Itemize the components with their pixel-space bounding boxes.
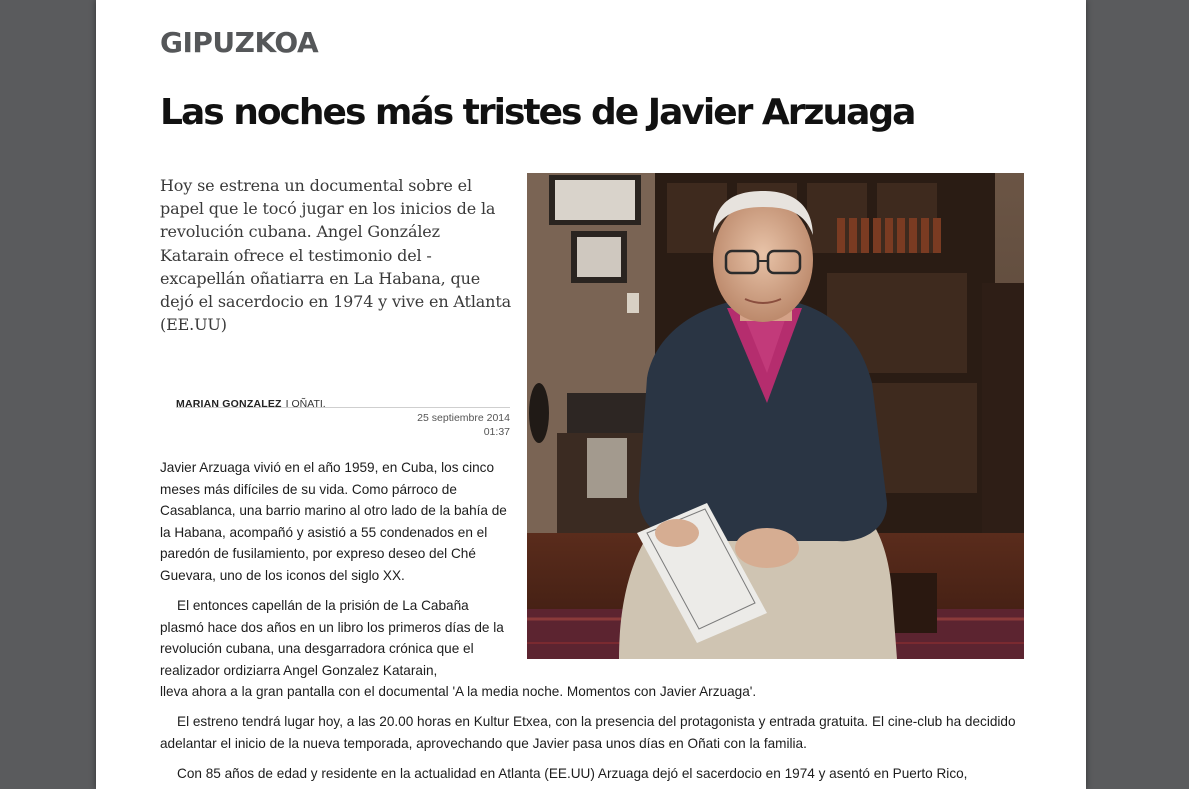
section-label: GIPUZKOA [160,26,319,59]
article-photo [527,173,1024,659]
paragraph: Javier Arzuaga vivió en el año 1959, en Cuba, los cinco meses más difíciles de su vida. Como párroco de Casablanca, una barrio marino al otro lado de la bahía de la Habana, acompañó y asistió a 55 condenados en el paredón de fusilamiento, por expreso deseo del Ché Guevara, uno de los iconos del siglo XX. [160,460,507,583]
publish-date-day: 25 septiembre 2014 [417,412,510,424]
publish-date [346,411,510,439]
dateline-place: I OÑATI. [285,398,326,410]
paragraph: El estreno tendrá lugar hoy, a las 20.00 horas en Kultur Etxea, con la presencia del protagonista y entrada gratuita. El cine-club ha decidido adelantar el inicio de la nueva temporada, aprovechando que Javier pasa unos días en Oñati con la familia. [160,714,1016,751]
paragraph: Con 85 años de edad y residente en la actualidad en Atlanta (EE.UU) Arzuaga dejó el sacerdocio en 1974 y asentó en Puerto Rico, [177,766,968,781]
article-page [96,0,1086,789]
publish-time: 01:37 [483,426,510,438]
paragraph-continuation: lleva ahora a la gran pantalla con el documental 'A la media noche. Momentos con Javier Arzuaga'. [160,684,757,699]
byline [176,394,510,408]
article-lead: Hoy se estrena un documental sobre el papel que le tocó jugar en los inicios de la revolución cubana. Angel González Katarain ofrece el testimonio del -excapellán oñatiarra en La Habana, que dejó el sacerdocio en 1974 y vive en Atlanta (EE.UU) [160,176,511,335]
author-name: MARIAN GONZALEZ [176,398,282,410]
article-headline: Las noches más tristes de Javier Arzuaga [160,92,915,133]
paragraph: El entonces capellán de la prisión de La Cabaña plasmó hace dos años en un libro los primeros días de la revolución cubana, una desgarradora crónica que el realizador ordiziarra Angel Gonzalez Katarain, [160,598,504,678]
